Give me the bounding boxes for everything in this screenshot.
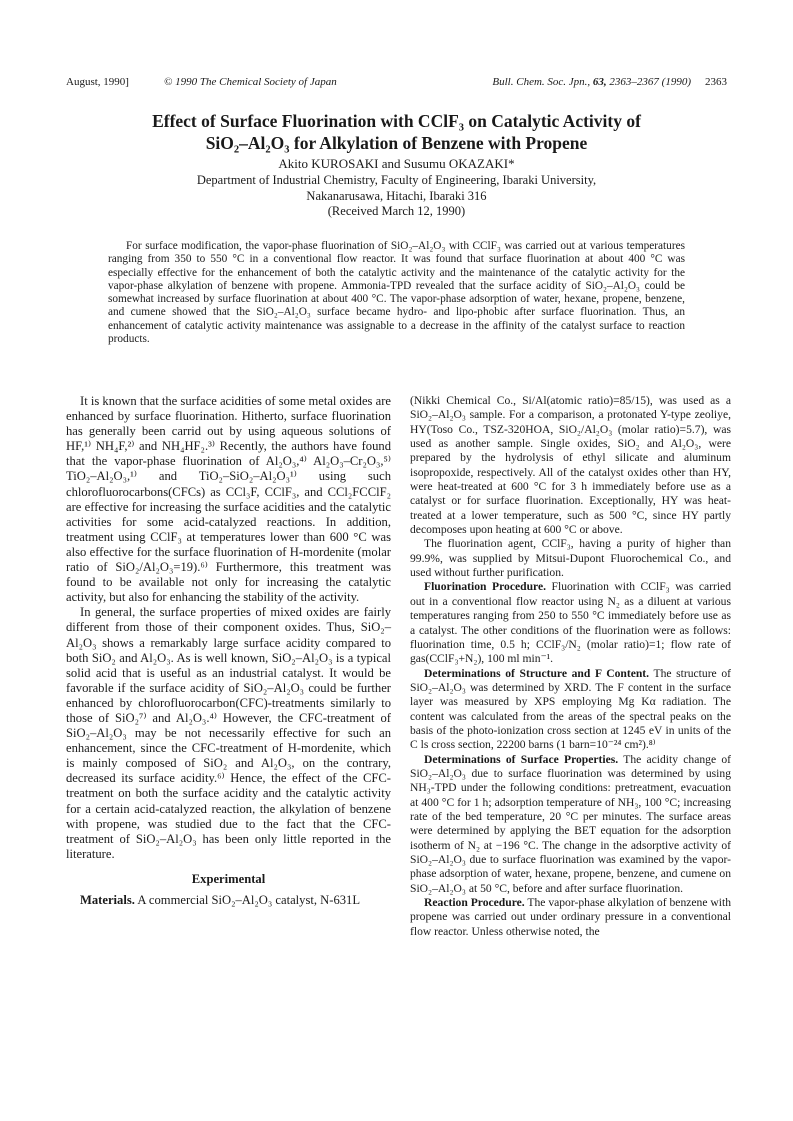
fluorination-procedure-text: Fluorination with CClF₃ was carried out in a conventional flow reactor using N₂ as a diluent at various temperatures ranging from 250 to 550 °C immediately before use as a catalyst. The other conditions of the fluorination were as follows: fluorination time, 0.5 h; CClF₃/N₂ (molar ratio)=1; flow rate of gas(CClF₃+N₂), 100 ml min⁻¹.: [410, 580, 732, 666]
structure-heading: Determinations of Structure and F Content.: [424, 666, 650, 680]
reaction-procedure-paragraph: [410, 896, 731, 939]
materials-text: A commercial SiO₂–Al₂O₃ catalyst, N-631L: [134, 893, 361, 907]
reaction-procedure-heading: Reaction Procedure.: [424, 896, 525, 910]
title-line-2: SiO₂–Al₂O₃ for Alkylation of Benzene with Propene: [205, 133, 588, 153]
materials-heading: Materials.: [80, 893, 135, 907]
article-title: [66, 110, 727, 154]
fluorination-procedure-paragraph: [410, 580, 731, 666]
reaction-procedure-text: The vapor-phase alkylation of benzene with propene was carried out under ordinary pressure in a conventional flow reactor. Unless otherwise noted, the: [410, 896, 731, 938]
surface-properties-heading: Determinations of Surface Properties.: [424, 752, 619, 766]
journal-pages: 2363–2367 (1990): [606, 76, 691, 88]
section-heading-experimental: Experimental: [191, 871, 266, 886]
author-list: Akito KUROSAKI and Susumu OKAZAKI*: [278, 156, 515, 171]
affiliation-line-2: Nakanarusawa, Hitachi, Ibaraki 316: [306, 188, 487, 203]
header-date: August, 1990]: [66, 76, 129, 88]
affiliation: [66, 173, 727, 220]
structure-text: The structure of SiO₂–Al₂O₃ was determined by XRD. The F content in the surface layer was measured by XPS employing Mg Kα radiation. The content was calculated from the areas of the spectral peaks on the basis of the photo-ionization cross section at 1245 eV in units of the C ls cross section, 22200 barns (1 barn=10⁻²⁴ cm²).⁸⁾: [410, 666, 731, 752]
page-number: 2363: [705, 76, 727, 88]
structure-paragraph: [410, 667, 731, 753]
fluorination-agent-paragraph: The fluorination agent, CClF₃, having a purity of higher than 99.9%, was supplied by Mitsui-Dupont Fluorochemical Co., and used without further purification.: [410, 537, 731, 580]
materials-paragraph: [66, 893, 391, 908]
header-journal-citation: [492, 74, 691, 90]
header-copyright: © 1990 The Chemical Society of Japan: [164, 76, 337, 88]
fluorination-procedure-heading: Fluorination Procedure.: [424, 580, 547, 594]
surface-properties-paragraph: [410, 753, 731, 896]
affiliation-line-1: Department of Industrial Chemistry, Faculty of Engineering, Ibaraki University,: [196, 173, 597, 187]
journal-volume: 63,: [592, 76, 607, 88]
received-date: (Received March 12, 1990): [327, 204, 466, 218]
title-line-1: Effect of Surface Fluorination with CClF₃ on Catalytic Activity of: [152, 111, 641, 131]
intro-paragraph-2: In general, the surface properties of mixed oxides are fairly different from those of their component oxides. Thus, SiO₂–Al₂O₃ shows a remarkably large surface acidity compared to both SiO₂ and Al₂O₃. As is well known, SiO₂–Al₂O₃ is a typical solid acid that is useful as an industrial catalyst. It would be favorable if the surface acidity of SiO₂–Al₂O₃ could be further enhanced by chlorofluorocarbon(CFC)-treatments similarly to those of SiO₂⁷⁾ and Al₂O₃.⁴⁾ However, the CFC-treatment of SiO₂–Al₂O₃ may be not necessarily effective for such an enhancement, since the CFC-treatment of H-mordenite, which is mainly composed of SiO₂ and Al₂O₃, on the contrary, decreased its surface acidity.⁶⁾ Hence, the effect of the CFC-treatment on both the surface acidity and the catalytic activity for a certain acid-catalyzed reaction, the alkylation of benzene with propene, was studied due to the fact that the CFC-treatment of SiO₂–Al₂O₃ has been only little reported in the literature.: [66, 605, 391, 861]
abstract: For surface modification, the vapor-phase fluorination of SiO₂–Al₂O₃ with CClF₃ was carried out at various temperatures ranging from 350 to 550 °C in a conventional flow reactor. It was found that surface fluorination at about 400 °C was especially effective for the enhancement of both the catalytic activity and the maintenance of the catalytic activity for the vapor-phase alkylation of benzene with propene. Ammonia-TPD revealed that the surface acidity of SiO₂–Al₂O₃ could be somewhat increased by surface fluorination at about 400 °C. The vapor-phase adsorption of water, hexane, propene, benzene, and cumene showed that the SiO₂–Al₂O₃ surface became hydro- and lipo-phobic after surface fluorination. Thus, an enhancement of catalytic activity maintenance was assignable to a decrease in the affinity of the catalyst surface to reaction products.: [108, 240, 685, 346]
materials-continued-paragraph: (Nikki Chemical Co., Si/Al(atomic ratio)=85/15), was used as a SiO₂–Al₂O₃ sample. For a comparison, a protonated Y-type zeoliye, HY(Toso Co., TSZ-320HOA, SiO₂/Al₂O₃ (molar ratio)=5.7), was used as another sample. Single oxides, SiO₂ and Al₂O₃, were prepared by the hydrolysis of ethyl silicate and aluminum isopropoxide, respectively. All of the catalyst oxides other than HY, were heat-treated at 600 °C for 3 h immediately before use as a catalyst or for surface fluorination. Exceptionally, HY was heat-treated at a lower temperature, such as 500 °C, since HY partly decomposes upon heating at 600 °C or above.: [410, 394, 731, 537]
left-column: [66, 394, 391, 908]
running-header: [66, 74, 727, 90]
intro-paragraph-1: It is known that the surface acidities of some metal oxides are enhanced by surface fluorination. Hitherto, surface fluorination has generally been carrid out by using aqueous solutions of HF,¹⁾ NH₄F,²⁾ and NH₄HF₂.³⁾ Recently, the authors have found that the vapor-phase fluorination of Al₂O₃,⁴⁾ Al₂O₃–Cr₂O₃,⁵⁾ TiO₂–Al₂O₃,¹⁾ and TiO₂–SiO₂–Al₂O₃¹⁾ using such chlorofluorocarbons(CFCs) as CCl₃F, CClF₃, and CCl₂FCClF₂ are effective for increasing the surface acidities and the catalytic activities for some acid-catalyzed reactions. In addition, treatment using CClF₃ at temperatures lower than 600 °C was also effective for the surface fluorination of H-mordenite (molar ratio of SiO₂/Al₂O₃=19).⁶⁾ Furthermore, this treatment was found to be available not only for increasing the catalytic activity, but also for enhancing the stability of the activity.: [66, 394, 391, 605]
right-column: [410, 394, 731, 939]
journal-name: Bull. Chem. Soc. Jpn.,: [492, 76, 593, 88]
surface-properties-text: The acidity change of SiO₂–Al₂O₃ due to surface fluorination was determined by using NH₃-TPD under the following conditions: pretreatment, evacuation at 400 °C for 1 h; adsorption temperature of NH₃, 100 °C; increasing rate of the bed temperature, 20 °C per minutes. The surface areas were determined by applying the BET equation for the adsorption isotherm of N₂ at −196 °C. The change in the adsorptive activity of SiO₂–Al₂O₃ due to surface fluorination was examined by the vapor-phase adsorption of water, hexane, propene, benzene, and cumene on SiO₂–Al₂O₃ at 50 °C, before and after surface fluorination.: [410, 752, 732, 895]
